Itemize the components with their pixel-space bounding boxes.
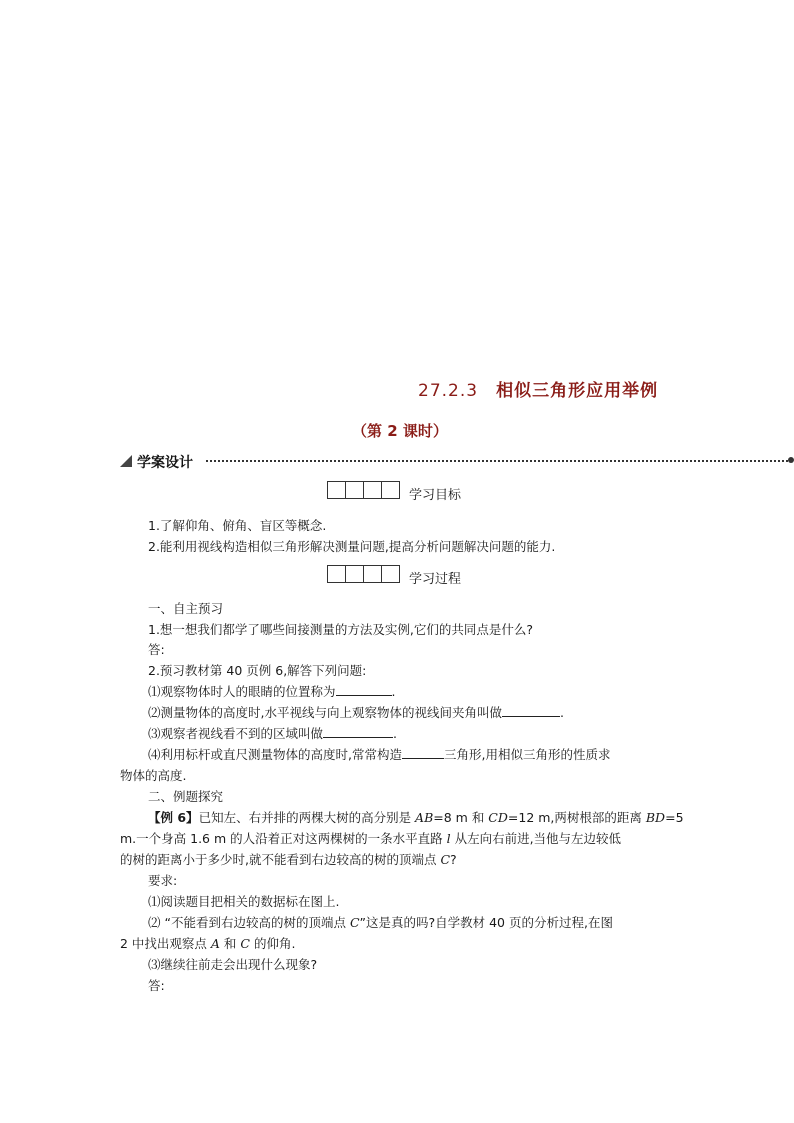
example-text: ? [450, 852, 457, 867]
example-text: 从左向右前进,当他与左边较低 [450, 831, 622, 846]
heading-box [327, 481, 346, 499]
fill-blank-1[interactable] [336, 682, 392, 696]
requirement-text: 2 中找出观察点 [120, 936, 211, 951]
heading-box [363, 481, 382, 499]
sub-question-3 [148, 724, 397, 742]
heading-box [345, 565, 364, 583]
goals-heading-text: 学习目标 [409, 488, 462, 503]
sub-question-2 [148, 703, 564, 721]
goals-box-row [327, 481, 399, 499]
requirement-text: 的仰角. [249, 936, 296, 951]
banner-dotted-rule [206, 460, 792, 462]
banner-end-dot [788, 457, 794, 463]
heading-box [381, 565, 400, 583]
lesson-subtitle: （第 2 课时） [352, 422, 448, 440]
example-text: 的树的距离小于多少时,就不能看到右边较高的树的顶端点 [120, 852, 441, 867]
example-line-2 [120, 829, 621, 847]
requirement-text: ”这是真的吗?自学教材 40 页的分析过程,在图 [359, 915, 613, 930]
requirement-2 [148, 913, 613, 931]
banner-label: 学案设计 [137, 455, 193, 471]
requirements-label: 要求: [148, 873, 178, 888]
sub-question-2-prefix: ⑵测量物体的高度时,水平视线与向上观察物体的视线间夹角叫做 [148, 705, 502, 720]
sub-question-1-suffix: . [391, 684, 396, 699]
heading-box [345, 481, 364, 499]
point-c: C [440, 852, 451, 867]
example-text: 已知左、右并排的两棵大树的高分别是 [198, 810, 416, 825]
question-1-answer: 答: [148, 642, 165, 657]
requirement-text: 和 [219, 936, 241, 951]
requirement-2-continued [120, 934, 295, 952]
requirement-text: ⑵ “不能看到右边较高的树的顶端点 [148, 915, 350, 930]
process-heading [327, 565, 487, 585]
question-1: 1.想一想我们都学了哪些间接测量的方法及实例,它们的共同点是什么? [148, 622, 534, 637]
road-l: l [446, 831, 451, 846]
example-text: =12 m,两树根部的距离 [507, 810, 646, 825]
segment-bd: BD [645, 810, 666, 825]
requirement-3-answer: 答: [148, 978, 165, 993]
lesson-title-text: 相似三角形应用举例 [496, 381, 659, 401]
point-a: A [210, 936, 220, 951]
example-line-3 [120, 850, 457, 868]
sub-question-4 [148, 745, 610, 763]
sub-question-3-prefix: ⑶观察者视线看不到的区域叫做 [148, 726, 324, 741]
banner-triangle-icon [120, 455, 132, 467]
heading-box [381, 481, 400, 499]
sub-question-4-prefix: ⑷利用标杆或直尺测量物体的高度时,常常构造 [148, 747, 402, 762]
goal-item-1: 1.了解仰角、俯角、盲区等概念. [148, 518, 327, 533]
sub-question-4-continued: 物体的高度. [120, 768, 187, 783]
heading-box [363, 565, 382, 583]
goal-item-2: 2.能利用视线构造相似三角形解决测量问题,提高分析问题解决问题的能力. [148, 539, 556, 554]
part1-heading: 一、自主预习 [148, 601, 224, 616]
example-text: =8 m 和 [433, 810, 489, 825]
segment-cd: CD [488, 810, 508, 825]
requirement-3: ⑶继续往前走会出现什么现象? [148, 957, 318, 972]
sub-question-3-suffix: . [393, 726, 397, 741]
process-heading-text: 学习过程 [409, 572, 462, 587]
example-line-1 [148, 808, 684, 826]
fill-blank-3[interactable] [323, 724, 393, 738]
part2-heading: 二、例题探究 [148, 789, 224, 804]
requirement-1: ⑴阅读题目把相关的数据标在图上. [148, 894, 340, 909]
question-2: 2.预习教材第 40 页例 6,解答下列问题: [148, 663, 367, 678]
goals-heading [327, 481, 487, 501]
sub-question-4-middle: 三角形,用相似三角形的性质求 [443, 747, 611, 762]
lesson-title [418, 376, 658, 401]
fill-blank-2[interactable] [502, 703, 560, 717]
segment-ab: AB [415, 810, 434, 825]
example-text: m.一个身高 1.6 m 的人沿着正对这两棵树的一条水平直路 [120, 831, 447, 846]
point-c: C [349, 915, 360, 930]
heading-box [327, 565, 346, 583]
sub-question-2-suffix: . [559, 705, 564, 720]
sub-question-1 [148, 682, 396, 700]
lesson-number: 27.2.3 [418, 381, 479, 401]
process-box-row [327, 565, 399, 583]
sub-question-1-prefix: ⑴观察物体时人的眼睛的位置称为 [148, 684, 336, 699]
section-banner [120, 452, 792, 470]
example-text: =5 [665, 810, 684, 825]
example-tag: 【例 6】 [148, 810, 199, 825]
fill-blank-4[interactable] [402, 745, 444, 759]
point-c: C [240, 936, 250, 951]
